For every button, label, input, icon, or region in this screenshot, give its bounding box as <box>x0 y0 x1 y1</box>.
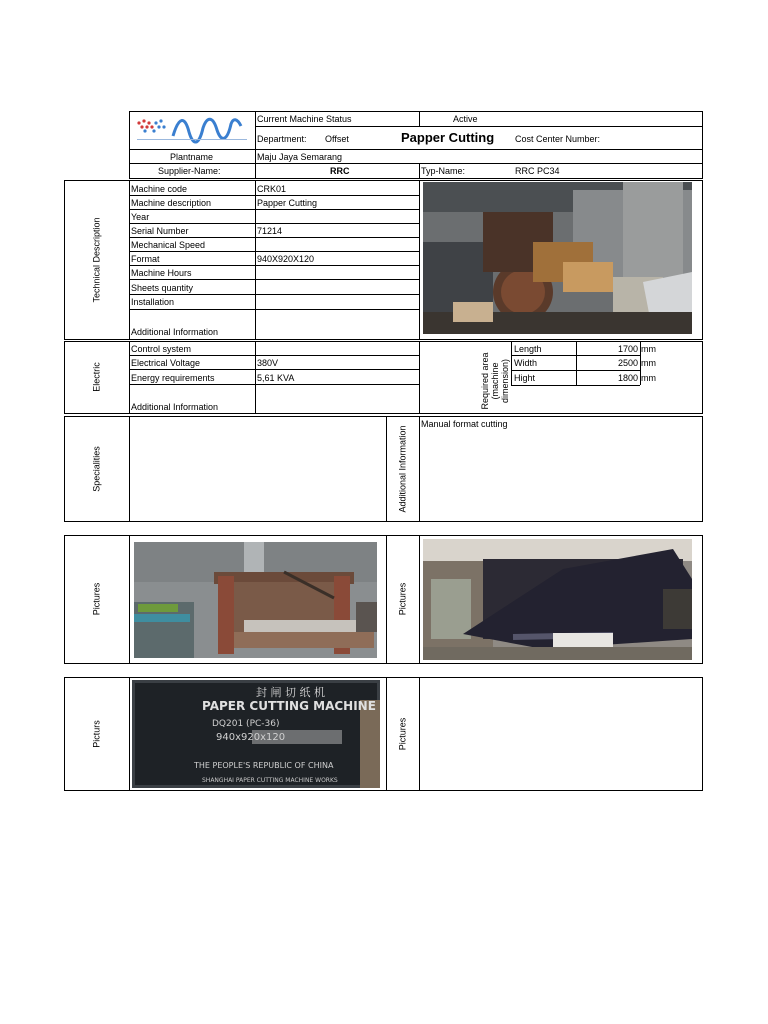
electric-label-voltage: Electrical Voltage <box>131 358 201 368</box>
tech-label-sheets: Sheets quantity <box>131 283 194 293</box>
plate-works: SHANGHAI PAPER CUTTING MACHINE WORKS <box>202 777 338 784</box>
tech-label-serial: Serial Number <box>131 226 189 236</box>
plate-size: 940x920x120 <box>216 732 286 743</box>
pictures-row1-left-label: Pictures <box>91 582 102 616</box>
typ-label: Typ-Name: <box>421 166 466 176</box>
tech-label-machine-code: Machine code <box>131 184 188 194</box>
electric-label-energy: Energy requirements <box>131 373 215 383</box>
machine-title: Papper Cutting <box>401 130 495 145</box>
specialities-section <box>64 416 703 522</box>
status-label: Current Machine Status <box>257 114 352 124</box>
tech-label-description: Machine description <box>131 198 212 208</box>
tech-label-additional: Additional Information <box>131 327 219 337</box>
tech-label-year: Year <box>131 212 150 222</box>
dimension-width-label: Width <box>514 358 538 368</box>
tech-label-installation: Installation <box>131 297 175 307</box>
dimension-length-unit: mm <box>641 344 656 354</box>
plantname-value: Maju Jaya Semarang <box>257 152 343 162</box>
supplier-label: Supplier-Name: <box>158 166 221 176</box>
specialities-additional-value: Manual format cutting <box>421 419 508 429</box>
electric-value-energy: 5,61 KVA <box>257 373 295 383</box>
technical-section-label: Technical Description <box>91 217 102 303</box>
nameplate-photo <box>132 680 380 788</box>
status-value: Active <box>453 114 478 124</box>
dimension-width-value: 2500 <box>617 358 638 368</box>
machine-photo-front <box>134 542 377 658</box>
machine-photo-main <box>423 182 692 334</box>
department-value: Offset <box>325 134 349 144</box>
company-logo <box>133 114 251 146</box>
electric-value-voltage: 380V <box>257 358 279 368</box>
plantname-label: Plantname <box>170 152 214 162</box>
electric-label-control: Control system <box>131 344 192 354</box>
dimension-height-label: Hight <box>514 373 536 383</box>
electric-label-additional: Additional Information <box>131 402 219 412</box>
pictures-row2-left-label: Picturs <box>91 720 102 748</box>
specialities-section-label: Specialities <box>91 446 102 492</box>
dimension-height-value: 1800 <box>617 373 638 383</box>
dimension-height-unit: mm <box>641 373 656 383</box>
dimension-length-label: Length <box>514 344 542 354</box>
tech-label-hours: Machine Hours <box>131 268 192 278</box>
tech-value-machine-code: CRK01 <box>257 184 287 194</box>
tech-value-description: Papper Cutting <box>257 198 318 208</box>
tech-value-serial: 71214 <box>257 226 283 236</box>
tech-value-format: 940X920X120 <box>257 254 315 264</box>
tech-label-speed: Mechanical Speed <box>131 240 206 250</box>
machine-photo-side <box>423 539 692 660</box>
required-area-label: Required area (machine dimension) <box>480 352 510 410</box>
dimension-length-value: 1700 <box>617 344 638 354</box>
pictures-row1-right-label: Pictures <box>397 582 408 616</box>
cost-center-label: Cost Center Number: <box>515 134 601 144</box>
department-label: Department: <box>257 134 307 144</box>
supplier-value: RRC <box>330 166 350 176</box>
pictures-row2-right-label: Pictures <box>397 717 408 751</box>
electric-section-label: Electric <box>91 362 102 392</box>
specialities-additional-label: Additional Information <box>397 425 408 513</box>
plate-title: PAPER CUTTING MACHINE <box>202 699 376 713</box>
tech-label-format: Format <box>131 254 160 264</box>
plate-model: DQ201 (PC-36) <box>212 719 280 729</box>
dimension-width-unit: mm <box>641 358 656 368</box>
typ-value: RRC PC34 <box>515 166 560 176</box>
plate-origin: THE PEOPLE'S REPUBLIC OF CHINA <box>194 761 334 770</box>
plate-chinese-title: 封 闸 切 纸 机 <box>256 686 325 699</box>
